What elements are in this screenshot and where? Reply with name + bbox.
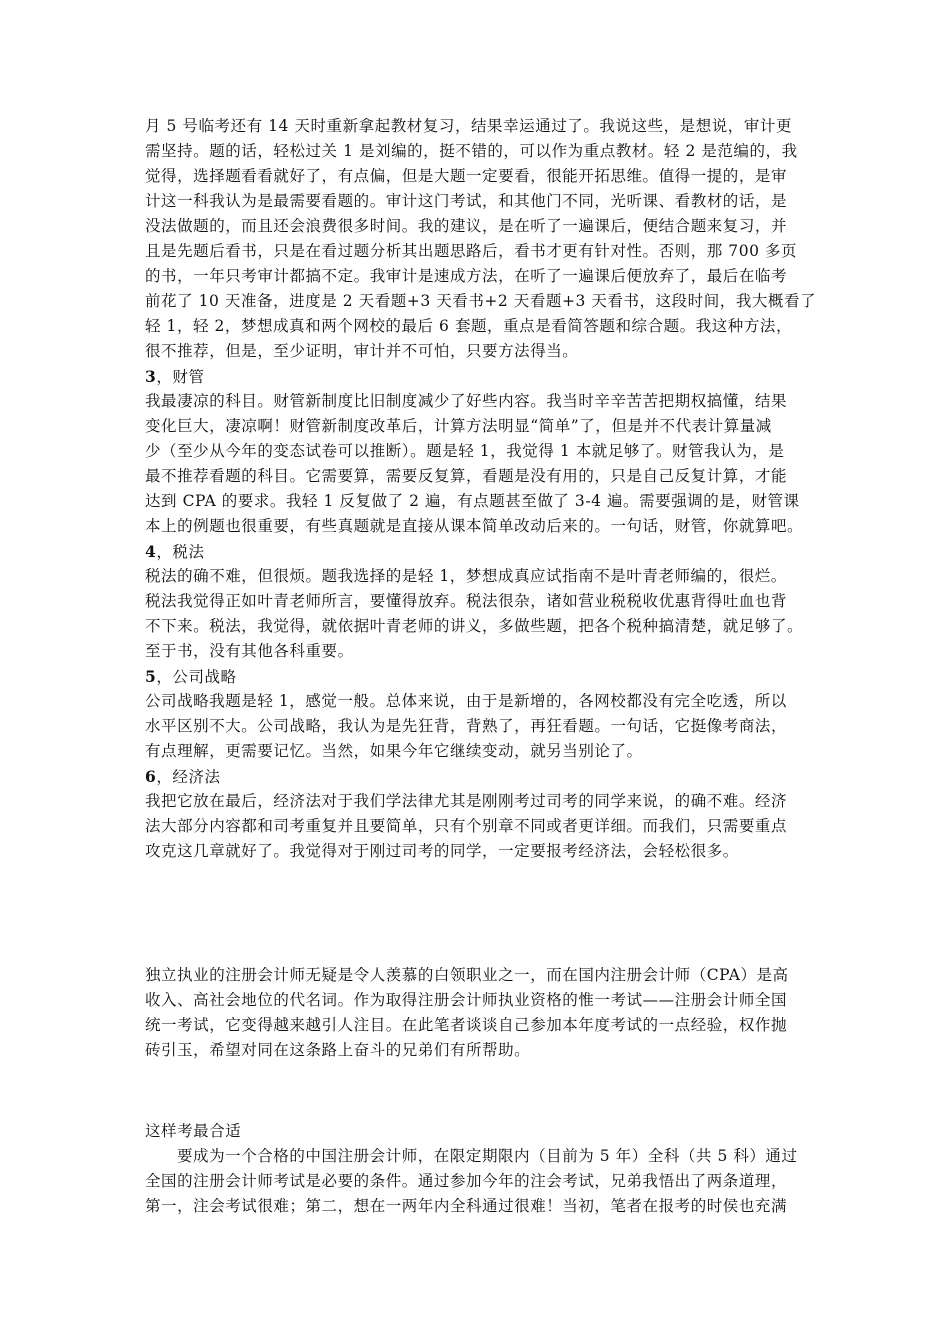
text-line: 砖引玉，希望对同在这条路上奋斗的兄弟们有所帮助。 — [145, 1041, 531, 1059]
text-line: 收入、高社会地位的代名词。作为取得注册会计师执业资格的惟一考试——注册会计师全国 — [145, 991, 788, 1009]
heading-text: ，税法 — [156, 543, 205, 561]
text-line: 需坚持。题的话，轻松过关 1 是刘编的，挺不错的，可以作为重点教材。轻 2 是范编的，我 — [145, 142, 798, 160]
text-line: 不下来。税法，我觉得，就依据叶青老师的讲义，多做些题，把各个税种搞清楚，就足够了。 — [145, 617, 804, 635]
economic-law-paragraph — [145, 789, 813, 864]
heading-number: 5 — [145, 667, 157, 686]
document-page — [145, 114, 817, 1219]
text-line: 月 5 号临考还有 14 天时重新拿起教材复习，结果幸运通过了。我说这些，是想说，审计更 — [145, 117, 792, 135]
text-line: 水平区别不大。公司战略，我认为是先狂背，背熟了，再狂看题。一句话，它挺像考商法， — [145, 717, 788, 735]
blank-space — [145, 864, 813, 963]
tax-paragraph — [145, 564, 813, 664]
exam-approach-paragraph — [145, 1144, 813, 1219]
text-line: 至于书，没有其他各科重要。 — [145, 642, 354, 660]
text-line: 法大部分内容都和司考重复并且要简单，只有个别章不同或者更详细。而我们，只需要重点 — [145, 817, 788, 835]
section-heading-economic-law — [145, 764, 813, 789]
text-line: 第一，注会考试很难；第二，想在一两年内全科通过很难！当初，笔者在报考的时侯也充满 — [145, 1197, 788, 1215]
text-line: 没法做题的，而且还会浪费很多时间。我的建议，是在听了一遍课后，便结合题来复习，并 — [145, 217, 788, 235]
strategy-paragraph — [145, 689, 813, 764]
heading-number: 4 — [145, 542, 157, 561]
heading-text: ，经济法 — [156, 768, 221, 786]
text-line: 要成为一个合格的中国注册会计师，在限定期限内（目前为 5 年）全科（共 5 科）通过 — [177, 1147, 798, 1165]
section-heading-strategy — [145, 664, 813, 689]
text-line: 独立执业的注册会计师无疑是令人羡慕的白领职业之一，而在国内注册会计师（CPA）是高 — [145, 966, 789, 984]
text-line: 且是先题后看书，只是在看过题分析其出题思路后，看书才更有针对性。否则，那 700 多页 — [145, 242, 798, 260]
text-line: 变化巨大，凄凉啊！财管新制度改革后，计算方法明显“简单”了，但是并不代表计算量减 — [145, 417, 772, 435]
text-line: 攻克这几章就好了。我觉得对于刚过司考的同学，一定要报考经济法，会轻松很多。 — [145, 842, 739, 860]
section-heading-exam-approach: 这样考最合适 — [145, 1122, 242, 1140]
text-line: 统一考试，它变得越来越引人注目。在此笔者谈谈自己参加本年度考试的一点经验，权作抛 — [145, 1016, 788, 1034]
text-line: 公司战略我题是轻 1，感觉一般。总体来说，由于是新增的，各网校都没有完全吃透，所以 — [145, 692, 787, 710]
section-heading-finance — [145, 364, 813, 389]
text-line: 最不推荐看题的科目。它需要算，需要反复算，看题是没有用的，只是自己反复计算，才能 — [145, 467, 788, 485]
text-line: 计这一科我认为是最需要看题的。审计这门考试，和其他门不同，光听课、看教材的话，是 — [145, 192, 788, 210]
heading-number: 3 — [145, 367, 157, 386]
text-line: 轻 1，轻 2，梦想成真和两个网校的最后 6 套题，重点是看简答题和综合题。我这种方法， — [145, 317, 792, 335]
text-line: 全国的注册会计师考试是必要的条件。通过参加今年的注会考试，兄弟我悟出了两条道理， — [145, 1172, 788, 1190]
blank-space — [145, 1063, 813, 1119]
text-line: 税法我觉得正如叶青老师所言，要懂得放弃。税法很杂，诸如营业税税收优惠背得吐血也背 — [145, 592, 788, 610]
text-line: 我最凄凉的科目。财管新制度比旧制度减少了好些内容。我当时辛辛苦苦把期权搞懂，结果 — [145, 392, 788, 410]
text-line: 觉得，选择题看看就好了，有点偏，但是大题一定要看，很能开拓思维。值得一提的，是审 — [145, 167, 788, 185]
audit-paragraph — [145, 114, 817, 364]
text-line: 达到 CPA 的要求。我轻 1 反复做了 2 遍，有点题甚至做了 3-4 遍。需要强调的是，财管课 — [145, 492, 800, 510]
text-line: 本上的例题也很重要，有些真题就是直接从课本简单改动后来的。一句话，财管，你就算吧。 — [145, 517, 804, 535]
text-line: 税法的确不难，但很烦。题我选择的是轻 1，梦想成真应试指南不是叶青老师编的，很烂。 — [145, 567, 787, 585]
intro-paragraph — [145, 963, 813, 1063]
heading-number: 6 — [145, 767, 157, 786]
heading-text: ，公司战略 — [156, 668, 237, 686]
text-line: 有点理解，更需要记忆。当然，如果今年它继续变动，就另当别论了。 — [145, 742, 643, 760]
text-line: 前花了 10 天准备，进度是 2 天看题+3 天看书+2 天看题+3 天看书，这段时间，我大概看了 — [145, 292, 817, 310]
text-line: 的书，一年只考审计都搞不定。我审计是速成方法，在听了一遍课后便放弃了，最后在临考 — [145, 267, 788, 285]
text-line: 很不推荐，但是，至少证明，审计并不可怕，只要方法得当。 — [145, 342, 579, 360]
section-heading-tax — [145, 539, 813, 564]
text-line: 少（至少从今年的变态试卷可以推断）。题是轻 1，我觉得 1 本就足够了。财管我认为，是 — [145, 442, 785, 460]
text-line: 我把它放在最后，经济法对于我们学法律尤其是刚刚考过司考的同学来说，的确不难。经济 — [145, 792, 788, 810]
finance-paragraph — [145, 389, 813, 539]
heading-text: ，财管 — [156, 368, 205, 386]
